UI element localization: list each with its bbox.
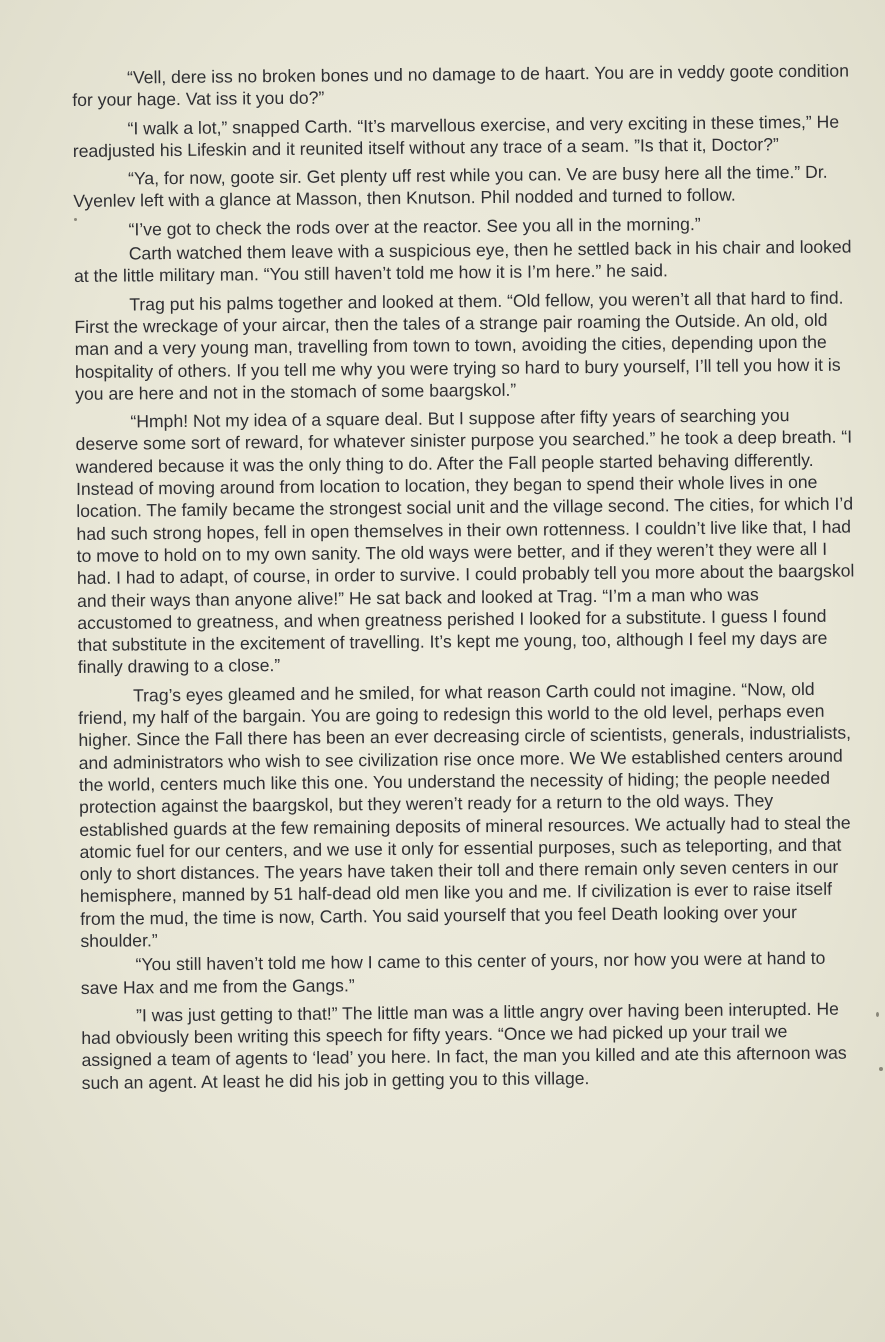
paragraph-3: “Ya, for now, goote sir. Get plenty uff rest while you can. Ve are busy here all the time.” Dr. Vyenlev left with a glance at Masson, then Knutson. Phil nodded and turned to follow. xyxy=(73,161,828,212)
paragraph-1: “Vell, dere iss no broken bones und no damage to de haart. You are in veddy goote condition for your hage. Vat iss it you do?” xyxy=(72,60,850,111)
paragraph-9: “You still haven’t told me how I came to this center of yours, nor how you were at hand to save Hax and me from the Gangs.” xyxy=(80,948,826,998)
paper-speck xyxy=(876,1012,879,1017)
paper-speck xyxy=(74,218,77,221)
paper-speck xyxy=(879,1067,883,1071)
paragraph-4: “I’ve got to check the rods over at the reactor. See you all in the morning.” xyxy=(128,213,701,240)
paragraph-7: “Hmph! Not my idea of a square deal. But I suppose after fifty years of searching you deserve some sort of reward, for whatever sinister purpose you searched.” he took a deep breath. “I wandered because it was the only thing to do. After the Fall people started behaving differently. Instead of moving around from location to location, they began to spend their whole lives in one location. The family became the strongest social unit and the village second. The cities, for which I’d had such strong hopes, fell in open themselves in their own rottenness. I couldn’t live like that, I had to move to hold on to my own sanity. The old ways were better, and if they weren’t they were all I had. I had to adapt, of course, in order to survive. I could probably tell you more about the baargskol and their ways than anyone alive!” He sat back and looked at Trag. “I’m a man who was accustomed to greatness, and when greatness perished I looked for a substitute. I guess I found that substitute in the excitement of travelling. It’s kept me young, too, although I feel my days are finally drawing to a close.” xyxy=(75,405,855,678)
page-text xyxy=(72,60,860,1100)
paragraph-10: ”I was just getting to that!” The little man was a little angry over having been interupted. He had obviously been writing this speech for fifty years. “Once we had picked up your trail we assigned a team of agents to ‘lead’ you here. In fact, the man you killed and ate this afternoon was such an agent. At least he did his job in getting you to this village. xyxy=(81,998,847,1093)
paragraph-2: “I walk a lot,” snapped Carth. “It’s marvellous exercise, and very exciting in these times,” He readjusted his Lifeskin and it reunited itself without any trace of a seam. ”Is that it, Doctor?” xyxy=(72,111,840,161)
paragraph-6: Trag put his palms together and looked at them. “Old fellow, you weren’t all that hard to find. First the wreckage of your aircar, then the tales of a strange pair roaming the Outside. An old, old man and a very young man, travelling from town to town, avoiding the cities, depending upon the hospitality of others. If you tell me why you were trying so hard to bury yourself, I’ll tell you how it is you are here and not in the stomach of some baargskol.” xyxy=(74,287,844,404)
paragraph-5: Carth watched them leave with a suspicious eye, then he settled back in his chair and looked at the little military man. “You still haven’t told me how it is I’m here.” he said. xyxy=(73,236,852,287)
paragraph-8: Trag’s eyes gleamed and he smiled, for what reason Carth could not imagine. “Now, old friend, my half of the bargain. You are going to redesign this world to the old level, perhaps even higher. Since the Fall there has been an ever decreasing circle of scientists, generals, industrialists, and administrators who wish to see civilization rise once more. We We established centers around the world, centers much like this one. You understand the necessity of hiding; the people needed protection against the baargskol, but they weren’t ready for a return to the old ways. They established guards at the few remaining deposits of mineral resources. We actually had to steal the atomic fuel for our centers, and we use it only for essential purposes, such as teleporting, and that only to short distances. The years have taken their toll and there remain only seven centers in our hemisphere, manned by 51 half-dead old men like you and me. If civilization is ever to raise itself from the mud, the time is now, Carth. You said yourself that you feel Death looking over your shoulder.” xyxy=(78,678,852,951)
